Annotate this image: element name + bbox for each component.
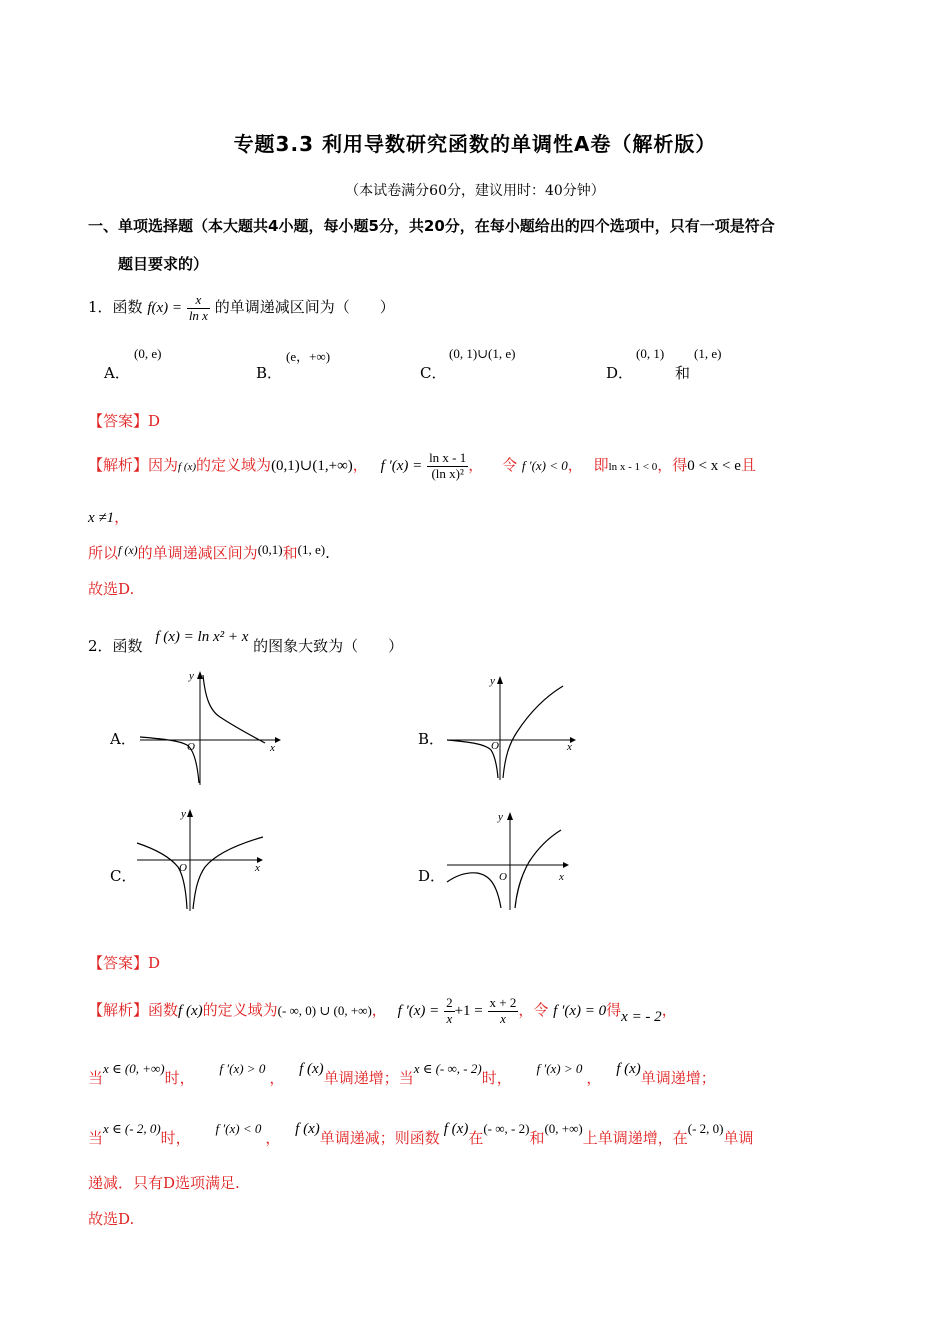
- section-heading-line2: 题目要求的）: [118, 255, 209, 273]
- graph-c-x-label: x: [255, 862, 260, 874]
- graph-a-x-label: x: [270, 742, 275, 754]
- question-number: 1．: [88, 298, 113, 316]
- graph-d-y-label: y: [498, 811, 503, 823]
- graph-a-y-label: y: [189, 670, 194, 682]
- analysis-2-line2: 当x ∈ (0, +∞)时， f ′(x) > 0， f (x)单调递增；当x ∈ (- ∞, - 2)时， f ′(x) > 0， f (x)单调递增；: [88, 1061, 716, 1087]
- analysis-1-conclusion: 故选D.: [88, 580, 135, 598]
- fraction-2-over-x: $\frac{2}{x}$: [446, 995, 453, 1026]
- graph-b-y-label: y: [490, 675, 495, 687]
- section-heading-line1: 一、单项选择题（本大题共4小题，每小题5分，共20分，在每小题给出的四个选项中，只有一项是符合: [88, 217, 775, 235]
- graph-d-x-label: x: [559, 871, 564, 883]
- graph-a-label: A．: [110, 730, 136, 748]
- option-a-value: (0, e): [134, 346, 162, 361]
- analysis-2-line3: 当x ∈ (- 2, 0)时， f ′(x) < 0， f (x)单调递减；则函数 f (x)在(- ∞, - 2)和(0, +∞)上单调递增，在(- 2, 0)单调: [88, 1121, 754, 1147]
- graph-b-label: B．: [418, 730, 445, 748]
- option-d-label: D．: [606, 364, 634, 382]
- graph-a-origin: O: [187, 741, 195, 753]
- graph-b-origin: O: [491, 740, 499, 752]
- analysis-2-line1: 【解析】函数f (x)的定义域为(- ∞, 0) ∪ (0, +∞)， f ′(x) = $\frac{2}{x}$ +1 = $\frac{x + 2}{x}$ ，令 f ′(x) = 0得x = - 2，: [88, 995, 677, 1026]
- option-d-and: 和: [675, 364, 691, 382]
- analysis-1-line1: 【解析】因为f (x)的定义域为(0,1)∪(1,+∞)， f ′(x) = $\frac{\text{ln x - 1}}{\text{(ln x)²}}$ ， 令 f ′(x) < 0， 即ln x - 1 < 0，得0 < x < e且: [88, 450, 756, 481]
- graph-a: [135, 665, 285, 790]
- answer-1: 【答案】D: [88, 412, 161, 430]
- function-expr: f(x) =: [147, 300, 183, 316]
- question-lead: 函数: [112, 298, 143, 316]
- page-title: 专题3.3 利用导数研究函数的单调性A卷（解析版）: [233, 132, 717, 156]
- question-tail: 的单调递减区间为（ ）: [214, 298, 395, 316]
- option-b-value: (e，+∞): [286, 349, 331, 364]
- question-2: 2．函数 f (x) = ln x² + x 的图象大致为（ ）: [88, 629, 404, 655]
- option-d-value-1: (0, 1): [636, 346, 665, 361]
- option-a-label: A．: [104, 364, 130, 382]
- graph-c-y-label: y: [181, 808, 186, 820]
- question-1: [88, 290, 395, 325]
- fraction-x-plus-2: $\frac{x + 2}{x}$: [489, 995, 517, 1026]
- graph-c-origin: O: [179, 862, 187, 874]
- analysis-2-conclusion: 故选D.: [88, 1210, 135, 1228]
- option-c-label: C．: [420, 364, 447, 382]
- graph-b-x-label: x: [567, 741, 572, 753]
- graph-b: [445, 672, 585, 784]
- function-expr-2: f (x) = ln x² + x: [155, 629, 249, 645]
- page-subtitle: （本试卷满分60分，建议用时：40分钟）: [345, 183, 605, 199]
- fraction: $\frac{x}{\text{ln x}}$: [188, 292, 208, 323]
- graph-d-label: D．: [418, 867, 446, 885]
- graph-c: [135, 805, 275, 917]
- graph-c-label: C．: [110, 867, 137, 885]
- analysis-1-line2: x ≠1，: [88, 508, 130, 526]
- option-d-value-2: (1, e): [694, 346, 722, 361]
- option-c-value: (0, 1)∪(1, e): [449, 346, 516, 361]
- derivative-fraction: $\frac{\text{ln x - 1}}{\text{(ln x)²}}$: [429, 450, 467, 481]
- graph-d-origin: O: [499, 871, 507, 883]
- option-b-label: B．: [256, 364, 283, 382]
- answer-2: 【答案】D: [88, 954, 161, 972]
- analysis-2-line4: 递减．只有D选项满足.: [88, 1174, 240, 1192]
- analysis-1-line3: 所以$^{f (x)}$的单调递减区间为(0,1)和(1, e).: [88, 542, 330, 562]
- graph-d: [445, 810, 580, 915]
